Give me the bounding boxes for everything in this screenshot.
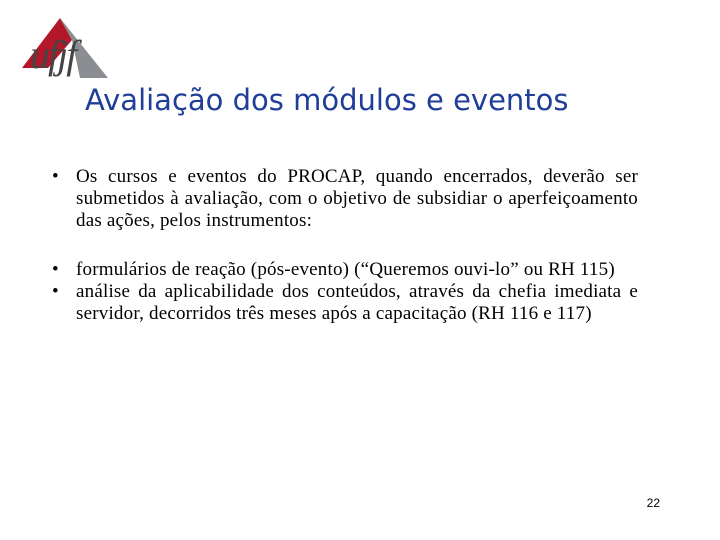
- bullet-dot: •: [52, 166, 59, 187]
- slide-title: Avaliação dos módulos e eventos: [85, 83, 569, 117]
- logo-lettering: ufjf: [30, 32, 76, 77]
- ufjf-logo: [22, 12, 122, 88]
- bullet-item-procap: [52, 166, 638, 232]
- bullet-text: análise da aplicabilidade dos conteúdos, através da chefia imediata e servidor, decorridos três meses após a capacitação (RH 116 e 117): [76, 281, 638, 324]
- bullet-dot: •: [52, 281, 59, 302]
- ufjf-logo-graphic: [22, 12, 122, 88]
- bullet-item-formularios: [52, 259, 638, 281]
- bullet-text: Os cursos e eventos do PROCAP, quando encerrados, deverão ser submetidos à avaliação, com o objetivo de subsidiar o aperfeiçoamento das ações, pelos instrumentos:: [76, 166, 638, 231]
- bullet-list: [52, 166, 638, 325]
- bullet-dot: •: [52, 259, 59, 280]
- page-number: 22: [646, 496, 660, 510]
- bullet-item-analise: [52, 281, 638, 325]
- bullet-text: formulários de reação (pós-evento) (“Queremos ouvi-lo” ou RH 115): [76, 259, 615, 280]
